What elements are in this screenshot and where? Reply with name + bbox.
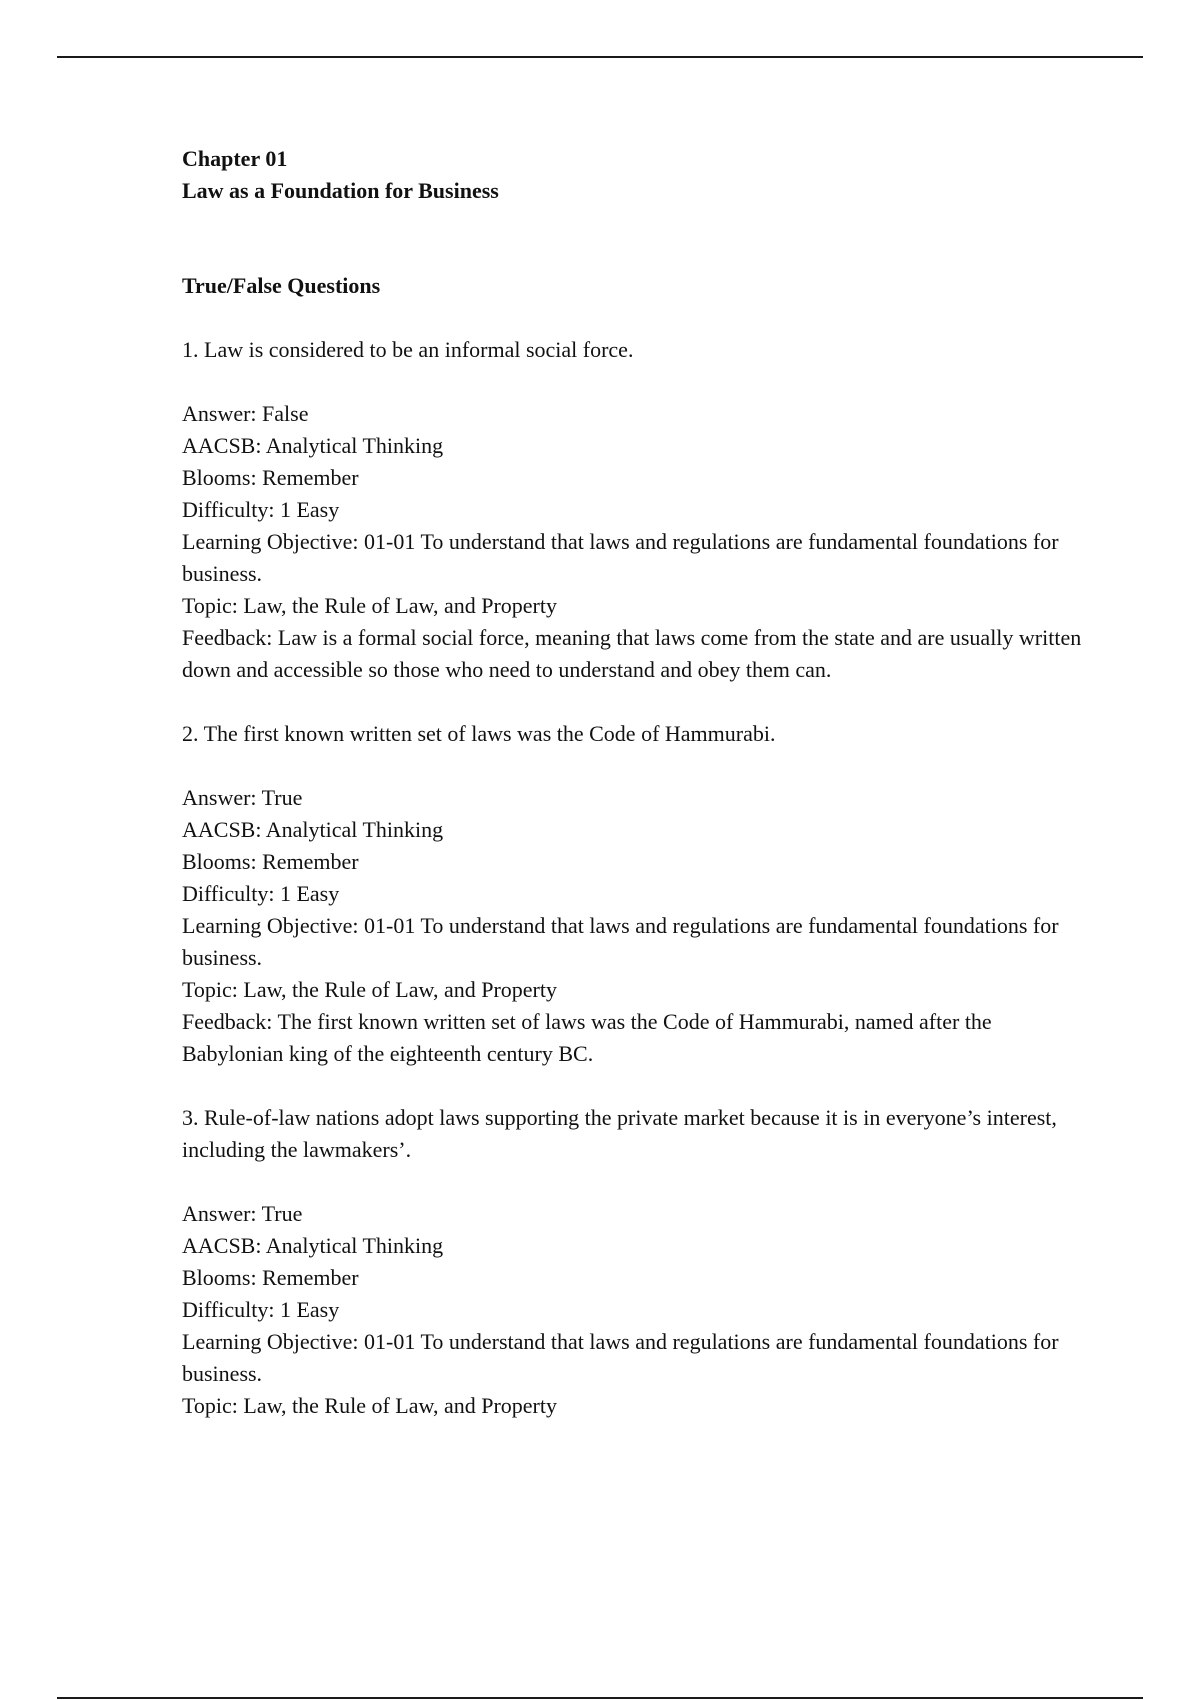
topic: Topic: Law, the Rule of Law, and Property [182,977,557,1002]
chapter-title: Law as a Foundation for Business [182,178,499,203]
top-rule [57,56,1143,58]
blooms: Blooms: Remember [182,1265,359,1290]
blooms: Blooms: Remember [182,849,359,874]
chapter-number: Chapter 01 [182,146,288,171]
topic: Topic: Law, the Rule of Law, and Property [182,1393,557,1418]
question-metadata [182,782,1082,1070]
question-metadata [182,398,1082,686]
question-2 [182,718,1082,1070]
difficulty: Difficulty: 1 Easy [182,1297,340,1322]
answer: Answer: False [182,401,309,426]
question-text: 3. Rule-of-law nations adopt laws supporting the private market because it is in everyone’s interest, including the lawmakers’. [182,1105,1057,1162]
question-text: 1. Law is considered to be an informal social force. [182,337,634,362]
aacsb: AACSB: Analytical Thinking [182,433,444,458]
document-body [182,143,1082,1422]
question-metadata [182,1198,1082,1422]
bottom-rule [57,1697,1143,1699]
topic: Topic: Law, the Rule of Law, and Property [182,593,557,618]
answer: Answer: True [182,1201,303,1226]
difficulty: Difficulty: 1 Easy [182,497,340,522]
blooms: Blooms: Remember [182,465,359,490]
question-text: 2. The first known written set of laws was the Code of Hammurabi. [182,721,776,746]
question-3 [182,1102,1082,1422]
aacsb: AACSB: Analytical Thinking [182,1233,444,1258]
answer: Answer: True [182,785,303,810]
learning-objective: Learning Objective: 01-01 To understand that laws and regulations are fundamental foundations for business. [182,1329,1059,1386]
section-heading: True/False Questions [182,273,381,298]
aacsb: AACSB: Analytical Thinking [182,817,444,842]
learning-objective: Learning Objective: 01-01 To understand that laws and regulations are fundamental foundations for business. [182,913,1059,970]
learning-objective: Learning Objective: 01-01 To understand that laws and regulations are fundamental foundations for business. [182,529,1059,586]
question-1 [182,334,1082,686]
feedback: Feedback: Law is a formal social force, meaning that laws come from the state and are usually written down and accessible so those who need to understand and obey them can. [182,625,1082,682]
difficulty: Difficulty: 1 Easy [182,881,340,906]
feedback: Feedback: The first known written set of laws was the Code of Hammurabi, named after the Babylonian king of the eighteenth century BC. [182,1009,992,1066]
